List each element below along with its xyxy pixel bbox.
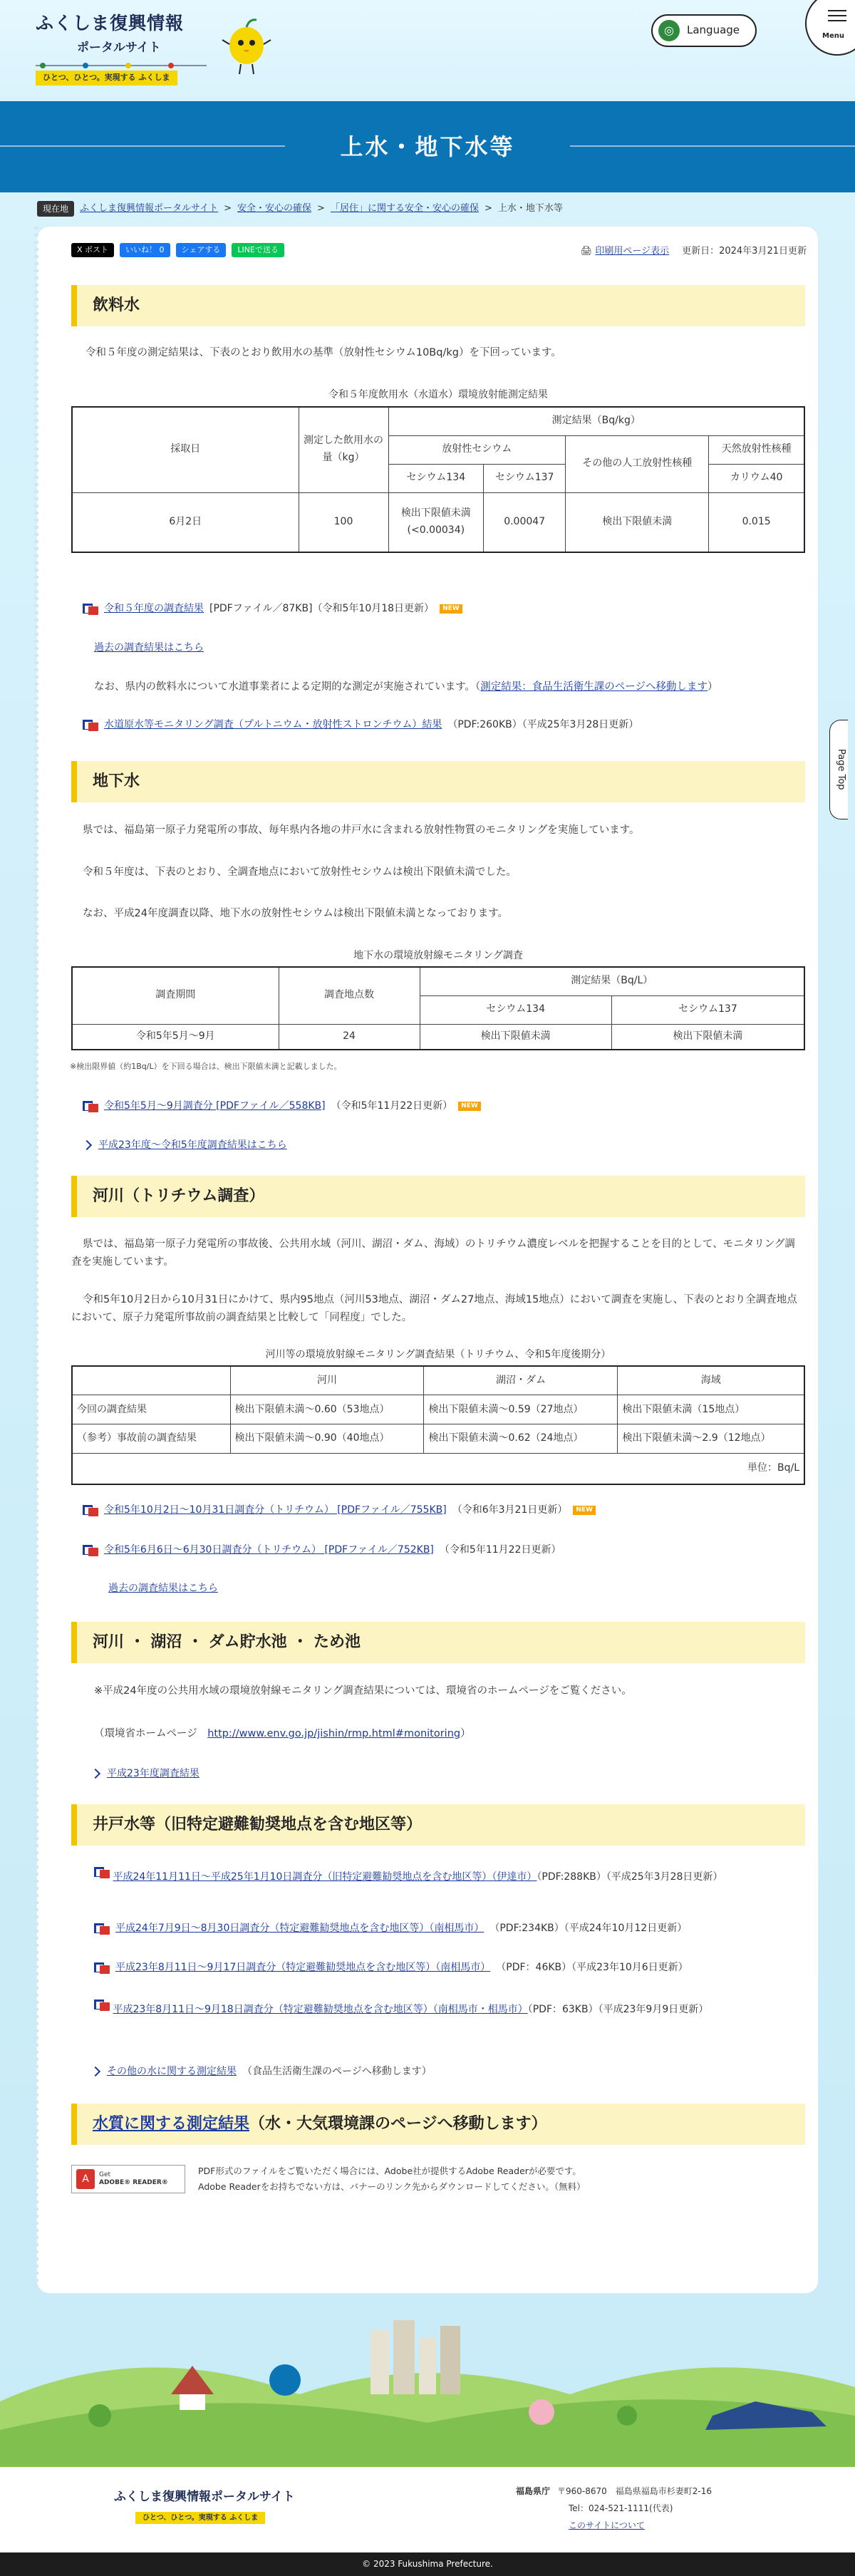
lake-p2-post: ） [460, 1728, 471, 1739]
cell-other: 検出下限値未満 [566, 492, 709, 552]
cell-lake: 検出下限値未満～0.59（27地点） [424, 1395, 618, 1424]
lake-h23-row [91, 1766, 200, 1783]
content-inner [70, 241, 807, 2192]
pdf-icon [83, 1543, 98, 1558]
facebook-like-button[interactable]: いいね！ 0 [120, 243, 170, 257]
logo-tagline: ひとつ、ひとつ。実現する ふくしま [36, 71, 177, 86]
link-meta: （食品生活衛生課のページへ移動します） [242, 2066, 432, 2077]
hamburger-icon [828, 10, 846, 25]
ground-p3: なお、平成24年度調査以降、地下水の放射性セシウムは検出下限値未満となっております。 [83, 908, 509, 919]
th-date: 採取日 [72, 407, 299, 492]
note-text: なお、県内の飲料水について水道事業者による定期的な測定が実施されています。（ [94, 681, 481, 693]
drinking-past-row [94, 640, 204, 657]
link-meta: （PDF:234KB）（平成24年10月12日更新） [489, 1923, 688, 1934]
river-pdf-row-2 [83, 1542, 561, 1559]
well-item-3 [94, 1960, 688, 1977]
th-lake: 湖沼・ダム [424, 1366, 618, 1395]
page-meta [581, 244, 807, 259]
print-link[interactable]: 印刷用ページ表示 [595, 246, 670, 257]
lake-h23-results-link[interactable]: 平成23年度調査結果 [107, 1768, 200, 1779]
footer-tagline: ひとつ、ひとつ。実現する ふくしま [135, 2512, 265, 2524]
river-r5-jun-pdf-link[interactable]: 令和5年6月6日～6月30日調査分（トリチウム） [PDFファイル／752KB] [104, 1544, 434, 1556]
well-pdf-link-2[interactable]: 平成24年7月9日～8月30日調査分（特定避難勧奨地点を含む地区等）（南相馬市） [115, 1923, 484, 1934]
th-cs134: セシウム134 [388, 464, 484, 492]
link-meta: （PDF:288KB）（平成25年3月28日更新） [537, 1871, 723, 1883]
breadcrumb-separator: > [224, 203, 232, 214]
section-heading-water-quality [71, 2104, 805, 2145]
pdf-icon [94, 1866, 110, 1880]
cell-cs137: 0.00047 [484, 492, 566, 552]
pdf-icon [83, 1504, 98, 1518]
th-blank [72, 1366, 230, 1395]
menu-label: Menu [822, 32, 844, 40]
arrow-right-icon [83, 1141, 93, 1151]
cell-lake: 検出下限値未満～0.62（24地点） [424, 1424, 618, 1454]
drinking-pdf-link-row [83, 601, 462, 618]
table-row [72, 1424, 804, 1454]
footer-postal: 〒960-8670 福島県福島市杉妻町2-16 [557, 2486, 712, 2496]
th-other: その他の人工放射性核種 [566, 435, 709, 492]
ground-r5-pdf-link[interactable]: 令和5年5月～9月調査分 [PDFファイル／558KB] [104, 1100, 326, 1112]
section-heading-lakes-dams: 河川 ・ 湖沼 ・ ダム貯水池 ・ ため池 [71, 1622, 805, 1663]
well-pdf-link-1[interactable]: 平成24年11月11日～平成25年1月10日調査分（旧特定避難勧奨地点を含む地区等）（伊達市） [113, 1871, 537, 1883]
th-river: 河川 [230, 1366, 424, 1395]
new-badge: NEW [458, 1102, 481, 1111]
section-heading-river-tritium: 河川（トリチウム調査） [71, 1176, 805, 1217]
pdf-icon [83, 602, 98, 616]
breadcrumb-safety-link[interactable]: 安全・安心の確保 [237, 203, 312, 214]
site-header [0, 0, 855, 101]
th-result: 測定結果（Bq/kg） [388, 407, 804, 435]
drinking-monitoring-row [83, 717, 638, 734]
breadcrumb-separator: > [484, 203, 492, 214]
well-pdf-link-4[interactable]: 平成23年8月11日～9月18日調査分（特定避難勧奨地点を含む地区等）（南相馬市・相馬市） [113, 2004, 528, 2015]
cell-label: 今回の調査結果 [72, 1395, 230, 1424]
cell-points: 24 [279, 1024, 420, 1050]
cell-amount: 100 [299, 492, 388, 552]
breadcrumb-residence-link[interactable]: 「居住」に関する安全・安心の確保 [330, 203, 479, 214]
drinking-note [94, 678, 718, 696]
th-period: 調査期間 [72, 967, 279, 1024]
page-title-banner [0, 101, 855, 192]
breadcrumb [37, 201, 563, 217]
water-source-monitoring-link[interactable]: 水道原水等モニタリング調査（プルトニウム・放射性ストロンチウム）結果 [104, 719, 442, 730]
well-item-1 [94, 1866, 807, 1886]
footer-logo[interactable] [114, 2487, 295, 2526]
link-meta: [PDFファイル／87KB]（令和5年10月18日更新） [209, 603, 435, 614]
table-unit: 単位：Bq/L [72, 1454, 804, 1484]
cell-river: 検出下限値未満～0.90（40地点） [230, 1424, 424, 1454]
river-r5-oct-pdf-link[interactable]: 令和5年10月2日～10月31日調査分（トリチウム） [PDFファイル／755KB] [104, 1504, 447, 1516]
link-meta: （PDF:260KB）（平成25年3月28日更新） [447, 719, 639, 730]
drinking-r5-results-link[interactable]: 令和５年度の調査結果 [104, 603, 204, 614]
cell-river: 検出下限値未満～0.60（53地点） [230, 1395, 424, 1424]
drinking-table-caption: 令和５年度飲用水（水道水）環境放射能測定結果 [328, 389, 548, 400]
th-cs137: セシウム137 [484, 464, 566, 492]
river-tritium-table [71, 1365, 805, 1485]
breadcrumb-home-link[interactable]: ふくしま復興情報ポータルサイト [80, 203, 219, 214]
lake-p1: ※平成24年度の公共用水域の環境放射線モニタリング調査結果については、環境省のホームページをご覧ください。 [94, 1685, 632, 1697]
river-p1: 県では、福島第一原子力発電所の事故後、公共用水域（河川、湖沼・ダム、海域）のトリチウム濃度レベルを把握することを目的として、モニタリング調査を実施しています。 [71, 1238, 795, 1268]
footer-address [516, 2483, 712, 2534]
pdf-icon [83, 1100, 98, 1114]
river-p2: 令和5年10月2日から10月31日にかけて、県内95地点（河川53地点、湖沼・ダム27地点、海域15地点）において調査を実施し、下表のとおり全調査地点において、原子力発電所事故前の調査結果と比較して「同程度」でした。 [71, 1294, 797, 1323]
cell-sea: 検出下限値未満（15地点） [618, 1395, 804, 1424]
table-row [72, 1395, 804, 1424]
drinking-past-results-link[interactable]: 過去の調査結果はこちら [94, 642, 204, 653]
th-cesium: 放射性セシウム [388, 435, 566, 464]
mascot-bird-icon [221, 16, 272, 76]
th-natural: 天然放射性核種 [709, 435, 804, 464]
page-top-button[interactable] [829, 720, 848, 819]
cell-label: （参考）事故前の調査結果 [72, 1424, 230, 1454]
logo-title-line1: ふくしま復興情報 [36, 13, 185, 33]
link-meta: （令和5年11月22日更新） [439, 1544, 561, 1556]
table-row [72, 492, 804, 552]
other-water-row [91, 2064, 432, 2081]
cell-period: 令和5年5月～9月 [72, 1024, 279, 1050]
ground-history-row [83, 1137, 287, 1154]
river-past-results-link[interactable]: 過去の調査結果はこちら [108, 1583, 218, 1594]
th-amount: 測定した飲用水の量（kg） [299, 407, 388, 492]
arrow-right-icon [91, 2067, 101, 2077]
th-cs137: セシウム137 [611, 995, 804, 1024]
drinking-water-table [71, 406, 805, 553]
ground-table-caption: 地下水の環境放射線モニタリング調査 [353, 950, 523, 961]
pdf-icon [94, 1998, 110, 2012]
th-points: 調査地点数 [279, 967, 420, 1024]
logo-title-line2: ポータルサイト [77, 40, 161, 55]
site-footer [0, 2467, 855, 2552]
adobe-line1: PDF形式のファイルをご覧いただく場合には、Adobe社が提供するAdobe Readerが必要です。 [198, 2166, 581, 2176]
link-meta: （令和5年11月22日更新） [331, 1100, 453, 1112]
adobe-reader-icon: A [76, 2169, 95, 2189]
cell-k40: 0.015 [709, 492, 804, 552]
logo-dots-decoration [36, 61, 207, 70]
ground-pdf-row [83, 1098, 481, 1115]
section-heading-drinking-water: 飲料水 [71, 285, 805, 326]
menu-button[interactable] [805, 0, 855, 56]
footer-site-name: ふくしま復興情報ポータルサイト [114, 2490, 295, 2504]
pdf-icon [83, 718, 98, 733]
drinking-intro: 令和５年度の測定結果は、下表のとおり飲用水の基準（放射性セシウム10Bq/kg）を下回っています。 [86, 347, 561, 358]
copyright: © 2023 Fukushima Prefecture. [0, 2552, 855, 2576]
adobe-text [198, 2163, 586, 2195]
th-sea: 海域 [618, 1366, 804, 1395]
arrow-right-icon [91, 1769, 101, 1779]
cell-cs134 [388, 492, 484, 552]
ground-history-link[interactable]: 平成23年度～令和5年度調査結果はこちら [98, 1139, 287, 1151]
line-share-button[interactable]: LINEで送る [232, 243, 284, 257]
adobe-badge-line2: ADOBE® READER® [99, 2179, 168, 2186]
link-meta: （PDF：63KB）（平成23年9月9日更新） [527, 2004, 709, 2015]
cell-cs137: 検出下限値未満 [611, 1024, 804, 1050]
well-item-4 [94, 1998, 807, 2019]
globe-icon: ◎ [658, 20, 680, 41]
adobe-reader-banner[interactable] [71, 2165, 185, 2193]
x-post-button[interactable]: X ポスト [71, 243, 114, 257]
page-top-label: Page Top [836, 749, 847, 790]
th-result: 測定結果（Bq/L） [420, 967, 804, 995]
fukushima-landscape-illustration [0, 2295, 855, 2473]
cell-cs134-limit: (<0.00034) [407, 524, 465, 536]
language-label: Language [687, 24, 740, 37]
river-past-row [108, 1581, 218, 1598]
lake-p2-pre: （環境省ホームページ [94, 1728, 208, 1739]
new-badge: NEW [440, 604, 462, 614]
content-card [37, 227, 818, 2293]
cell-cs134-value: 検出下限値未満 [400, 507, 471, 519]
well-item-2 [94, 1920, 687, 1938]
well-pdf-link-3[interactable]: 平成23年8月11日～9月17日調査分（特定避難勧奨地点を含む地区等）（南相馬市） [115, 1962, 491, 1973]
ground-p1: 県では、福島第一原子力発電所の事故、毎年県内各地の井戸水に含まれる放射性物質のモニタリングを実施しています。 [83, 824, 640, 836]
th-k40: カリウム40 [709, 464, 804, 492]
water-quality-link[interactable]: 水質に関する測定結果 [93, 2115, 250, 2133]
footer-tel: Tel：024-521-1111(代表) [569, 2503, 673, 2513]
facebook-share-button[interactable]: シェアする [176, 243, 227, 257]
cell-cs134: 検出下限値未満 [420, 1024, 611, 1050]
table-row [72, 1024, 804, 1050]
language-button[interactable] [651, 14, 757, 47]
pdf-icon [94, 1922, 110, 1936]
ground-p2: 令和５年度は、下表のとおり、全調査地点において放射性セシウムは検出下限値未満でした。 [83, 867, 517, 878]
ground-note: ※検出限界値（約1Bq/L）を下回る場合は、検出下限値未満と記載しました。 [70, 1062, 342, 1071]
note-text-end: ） [708, 681, 718, 693]
footer-about-link[interactable]: このサイトについて [569, 2520, 645, 2530]
new-badge: NEW [573, 1506, 596, 1515]
print-link-wrap: 🖨 印刷用ページ表示 [580, 246, 670, 257]
breadcrumb-current-label: 現在地 [37, 201, 74, 217]
breadcrumb-separator: > [317, 203, 325, 214]
page-title: 上水・地下水等 [340, 133, 515, 160]
th-cs134: セシウム134 [420, 995, 611, 1024]
site-logo[interactable] [36, 9, 271, 87]
adobe-badge-text [99, 2171, 168, 2187]
cell-sea: 検出下限値未満～2.9（12地点） [618, 1424, 804, 1454]
updated-date: 更新日：2024年3月21日更新 [682, 246, 807, 257]
adobe-badge-line1: Get [99, 2171, 111, 2178]
link-meta: （PDF：46KB）（平成23年10月6日更新） [496, 1962, 688, 1973]
water-quality-note: （水・大気環境課のページへ移動します） [249, 2115, 547, 2133]
footer-org: 福島県庁 [516, 2486, 551, 2496]
breadcrumb-current: 上水・地下水等 [497, 203, 563, 214]
food-hygiene-link[interactable]: 測定結果：食品生活衛生課のページへ移動します [480, 681, 708, 693]
groundwater-table [71, 966, 805, 1050]
adobe-line2: Adobe Readerをお持ちでない方は、バナーのリンク先からダウンロードしてください。（無料） [198, 2181, 586, 2192]
cell-date: 6月2日 [72, 492, 299, 552]
env-ministry-link[interactable]: http://www.env.go.jp/jishin/rmp.html#monitoring [207, 1728, 461, 1739]
link-meta: （令和6年3月21日更新） [452, 1504, 568, 1516]
pdf-icon [94, 1961, 110, 1975]
other-water-link[interactable]: その他の水に関する測定結果 [107, 2066, 237, 2077]
river-pdf-row-1 [83, 1502, 596, 1519]
river-table-caption: 河川等の環境放射線モニタリング調査結果（トリチウム、令和5年度後期分） [265, 1349, 611, 1360]
section-heading-groundwater: 地下水 [71, 761, 805, 802]
section-heading-well-water: 井戸水等（旧特定避難勧奨地点を含む地区等） [71, 1804, 805, 1846]
lake-p2 [94, 1725, 471, 1743]
